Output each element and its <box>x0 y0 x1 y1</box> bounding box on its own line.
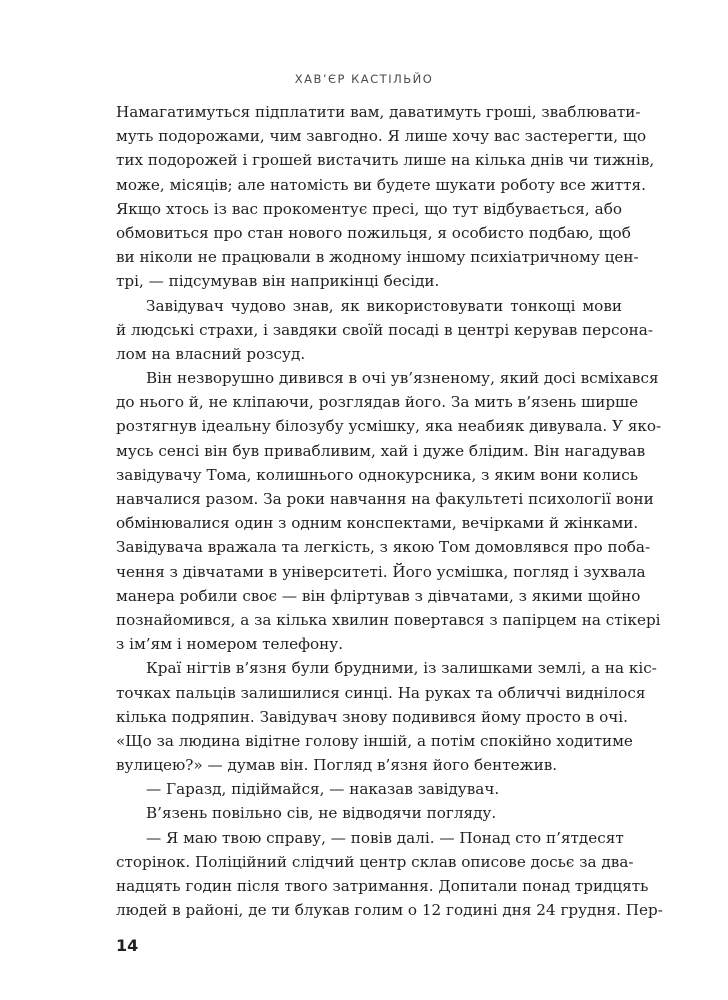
text-line: обмовиться про стан нового пожильця, я особисто подбаю, щоб <box>116 223 631 242</box>
page-number: 14 <box>116 936 139 955</box>
text-line: й людські страхи, і завдяки своїй посаді в центрі керував персона- <box>116 320 653 339</box>
text-line: Краї нігтів в’язня були брудними, із залишками землі, а на кіс- <box>146 659 657 678</box>
text-line: Завідувач чудово знав, як використовувати тонкощі мови <box>146 296 622 315</box>
text-line: завідувачу Тома, колишнього однокурсника, з яким вони колись <box>116 465 638 484</box>
text-line: — Я маю твою справу, — повів далі. — Понад сто п’ятдесят <box>146 828 624 847</box>
text-line: В’язень повільно сів, не відводячи погляду. <box>146 804 497 823</box>
text-line: розтягнув ідеальну білозубу усмішку, яка неабияк дивувала. У яко- <box>116 417 662 436</box>
text-line: ви ніколи не працювали в жодному іншому психіатричному цен- <box>116 248 639 267</box>
text-line: людей в районі, де ти блукав голим о 12 годині дня 24 грудня. Пер- <box>116 901 663 920</box>
text-line: лом на власний розсуд. <box>116 344 306 363</box>
body-text <box>116 100 663 922</box>
text-line: з ім’ям і номером телефону. <box>116 635 344 654</box>
text-line: манера робили своє — він фліртував з дівчатами, з якими щойно <box>116 586 641 605</box>
text-line: мусь сенсі він був привабливим, хай і дуже блідим. Він нагадував <box>116 441 646 460</box>
text-line: надцять годин після твого затримання. Допитали понад тридцять <box>116 877 649 895</box>
text-line: Якщо хтось із вас прокоментує пресі, що тут відбувається, або <box>116 199 622 218</box>
text-line: чення з дівчатами в університеті. Його усмішка, погляд і зухвала <box>116 562 646 581</box>
text-line: трі, — підсумував він наприкінці бесіди. <box>116 272 440 291</box>
text-line: кілька подряпин. Завідувач знову подивився йому просто в очі. <box>116 707 628 726</box>
text-line: сторінок. Поліційний слідчий центр склав описове досьє за два- <box>116 852 634 871</box>
text-line: Намагатимуться підплатити вам, даватимуть гроші, зваблювати- <box>116 103 641 121</box>
text-line: Завідувача вражала та легкість, з якою Том домовлявся про поба- <box>116 538 651 557</box>
text-line: «Що за людина відітне голову іншій, а потім спокійно ходитиме <box>116 731 633 750</box>
text-line: Він незворушно дивився в очі ув’язненому, який досі всміхався <box>146 369 659 388</box>
text-line: муть подорожами, чим завгодно. Я лише хочу вас застерегти, що <box>116 127 647 146</box>
text-line: точках пальців залишилися синці. На руках та обличчі виднілося <box>116 683 646 702</box>
text-line: до нього й, не кліпаючи, розглядав його. За мить в’язень ширше <box>116 393 639 412</box>
running-head: ХАВ’ЄР КАСТІЛЬЙО <box>294 72 434 86</box>
text-line: вулицею?» — думав він. Погляд в’язня його бентежив. <box>116 756 558 775</box>
text-line: познайомився, а за кілька хвилин повертався з папірцем на стікері <box>116 610 661 629</box>
text-line: — Гаразд, підіймайся, — наказав завідувач. <box>146 780 500 799</box>
text-line: тих подорожей і грошей вистачить лише на кілька днів чи тижнів, <box>116 151 655 170</box>
text-line: може, місяців; але натомість ви будете шукати роботу все життя. <box>116 175 646 194</box>
text-line: обмінювалися один з одним конспектами, вечірками й жінками. <box>116 514 639 533</box>
text-line: навчалися разом. За роки навчання на факультеті психології вони <box>116 490 654 508</box>
